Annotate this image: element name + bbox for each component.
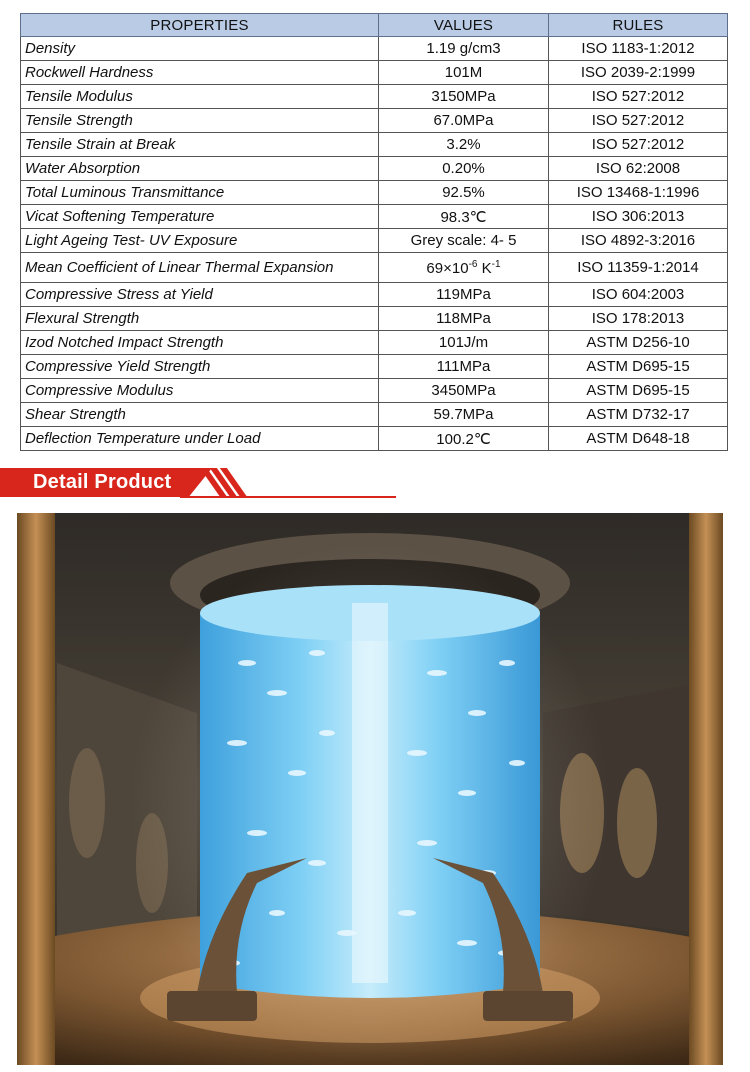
header-rules: RULES <box>549 14 728 37</box>
rule-cell: ISO 11359-1:2014 <box>549 253 728 283</box>
property-cell: Light Ageing Test- UV Exposure <box>21 229 379 253</box>
table-row <box>21 355 728 379</box>
table-row <box>21 253 728 283</box>
table-row <box>21 181 728 205</box>
property-cell: Tensile Strain at Break <box>21 133 379 157</box>
table-row <box>21 283 728 307</box>
rule-cell: ASTM D256-10 <box>549 331 728 355</box>
property-cell: Rockwell Hardness <box>21 61 379 85</box>
property-cell: Density <box>21 37 379 61</box>
rule-cell: ISO 527:2012 <box>549 109 728 133</box>
value-exponent: -6 <box>468 258 478 270</box>
value-base: 69×10 <box>426 259 469 277</box>
table-header-row <box>21 14 728 37</box>
property-cell: Mean Coefficient of Linear Thermal Expansion <box>21 253 379 283</box>
banner-underline <box>180 496 396 498</box>
property-cell: Deflection Temperature under Load <box>21 427 379 451</box>
rule-cell: ASTM D695-15 <box>549 355 728 379</box>
property-cell: Compressive Modulus <box>21 379 379 403</box>
rule-cell: ISO 527:2012 <box>549 133 728 157</box>
property-cell: Tensile Strength <box>21 109 379 133</box>
rule-cell: ISO 2039-2:1999 <box>549 61 728 85</box>
properties-table <box>20 13 728 451</box>
table-row <box>21 109 728 133</box>
product-photo-aquarium <box>17 513 723 1065</box>
rule-cell: ISO 62:2008 <box>549 157 728 181</box>
table-row <box>21 37 728 61</box>
value-cell: 3.2% <box>379 133 549 157</box>
property-cell: Compressive Stress at Yield <box>21 283 379 307</box>
value-cell: 59.7MPa <box>379 403 549 427</box>
value-unit: K <box>477 259 492 277</box>
value-cell: 111MPa <box>379 355 549 379</box>
value-cell: Grey scale: 4- 5 <box>379 229 549 253</box>
value-cell: 98.3℃ <box>379 205 549 229</box>
table-row <box>21 427 728 451</box>
value-cell: 67.0MPa <box>379 109 549 133</box>
value-cell: 119MPa <box>379 283 549 307</box>
table-row <box>21 403 728 427</box>
property-cell: Izod Notched Impact Strength <box>21 331 379 355</box>
property-cell: Total Luminous Transmittance <box>21 181 379 205</box>
property-cell: Water Absorption <box>21 157 379 181</box>
aquarium-illustration <box>17 513 723 1065</box>
table-row <box>21 205 728 229</box>
property-cell: Compressive Yield Strength <box>21 355 379 379</box>
value-unit-exponent: -1 <box>491 258 501 270</box>
value-cell: 3150MPa <box>379 85 549 109</box>
rule-cell: ISO 306:2013 <box>549 205 728 229</box>
banner-title: Detail Product <box>33 471 172 493</box>
table-row <box>21 61 728 85</box>
value-cell <box>379 253 549 283</box>
rule-cell: ISO 4892-3:2016 <box>549 229 728 253</box>
value-cell: 118MPa <box>379 307 549 331</box>
rule-cell: ASTM D695-15 <box>549 379 728 403</box>
value-cell: 3450MPa <box>379 379 549 403</box>
detail-product-banner <box>0 468 400 500</box>
rule-cell: ISO 604:2003 <box>549 283 728 307</box>
property-cell: Flexural Strength <box>21 307 379 331</box>
header-properties: PROPERTIES <box>21 14 379 37</box>
table-row <box>21 307 728 331</box>
table-row <box>21 157 728 181</box>
value-cell: 101M <box>379 61 549 85</box>
rule-cell: ASTM D732-17 <box>549 403 728 427</box>
table-row <box>21 331 728 355</box>
rule-cell: ASTM D648-18 <box>549 427 728 451</box>
value-cell: 92.5% <box>379 181 549 205</box>
value-cell: 1.19 g/cm3 <box>379 37 549 61</box>
rule-cell: ISO 178:2013 <box>549 307 728 331</box>
table-row <box>21 133 728 157</box>
rule-cell: ISO 13468-1:1996 <box>549 181 728 205</box>
value-cell: 0.20% <box>379 157 549 181</box>
value-cell: 101J/m <box>379 331 549 355</box>
rule-cell: ISO 1183-1:2012 <box>549 37 728 61</box>
header-values: VALUES <box>379 14 549 37</box>
property-cell: Shear Strength <box>21 403 379 427</box>
rule-cell: ISO 527:2012 <box>549 85 728 109</box>
value-cell: 100.2℃ <box>379 427 549 451</box>
property-cell: Tensile Modulus <box>21 85 379 109</box>
table-row <box>21 229 728 253</box>
property-cell: Vicat Softening Temperature <box>21 205 379 229</box>
table-row <box>21 85 728 109</box>
table-row <box>21 379 728 403</box>
